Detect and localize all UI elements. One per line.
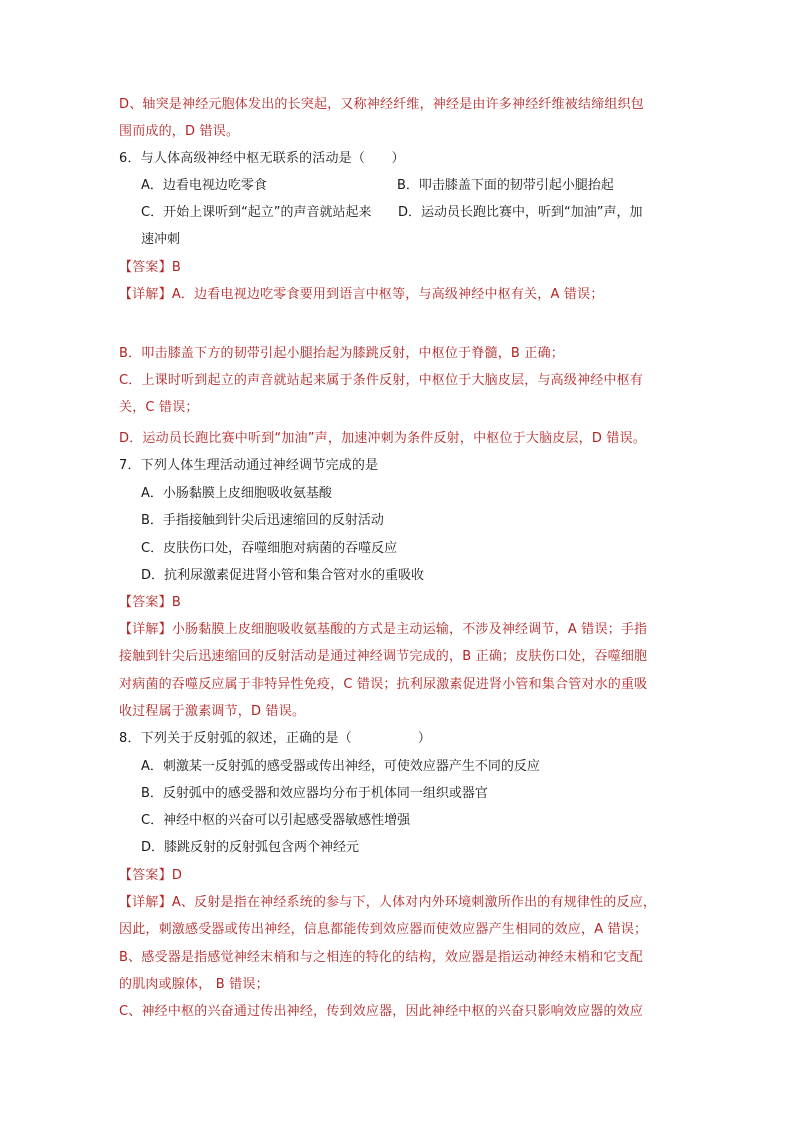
- question-7-stem: 7．下列人体生理活动通过神经调节完成的是: [119, 458, 379, 473]
- detail-label: 【详解】: [119, 287, 172, 302]
- answer-value: B: [171, 595, 181, 610]
- answer-value: B: [171, 260, 181, 275]
- question-6-option-d: D．运动员长跑比赛中，听到“加油”声，加: [398, 205, 643, 220]
- question-6-answer: [119, 259, 181, 277]
- question-7-detail-1: [119, 621, 647, 639]
- question-8-option-d: D．膝跳反射的反射弧包含两个神经元: [141, 840, 360, 855]
- answer-value: D: [171, 868, 183, 883]
- question-6-option-d-cont: 速冲刺: [141, 232, 181, 247]
- detail-label: 【详解】: [119, 895, 172, 910]
- answer-label: 【答案】: [119, 260, 172, 275]
- question-6-detail-b: B．叩击膝盖下方的韧带引起小腿抬起为膝跳反射，中枢位于脊髓，B 正确；: [119, 346, 564, 361]
- question-8-option-c: C．神经中枢的兴奋可以引起感受器敏感性增强: [141, 813, 411, 828]
- question-7-option-c: C．皮肤伤口处，吞噬细胞对病菌的吞噬反应: [141, 541, 398, 556]
- question-7-option-b: B．手指接触到针尖后迅速缩回的反射活动: [141, 513, 384, 528]
- question-8-option-a: A．刺激某一反射弧的感受器或传出神经，可使效应器产生不同的反应: [141, 759, 540, 774]
- question-6-option-a: A．边看电视边吃零食: [141, 178, 267, 193]
- question-8-detail-4: 的肌肉或腺体， B 错误；: [119, 977, 269, 992]
- detail-text: 小肠黏膜上皮细胞吸收氨基酸的方式是主动运输，不涉及神经调节，A 错误；手指: [171, 622, 648, 637]
- question-8-stem: 8．下列关于反射弧的叙述，正确的是（ ）: [119, 731, 432, 746]
- question-6-detail-c: C．上课时听到起立的声音就站起来属于条件反射，中枢位于大脑皮层，与高级神经中枢有: [119, 373, 644, 388]
- question-7-option-a: A．小肠黏膜上皮细胞吸收氨基酸: [141, 486, 332, 501]
- detail-text: A．边看电视边吃零食要用到语言中枢等，与高级神经中枢有关，A 错误；: [171, 287, 604, 302]
- question-7-option-d: D．抗利尿激素促进肾小管和集合管对水的重吸收: [141, 568, 425, 583]
- prev-explain-line-1: D、轴突是神经元胞体发出的长突起，又称神经纤维，神经是由许多神经纤维被结缔组织包: [119, 97, 645, 112]
- question-6-detail-d: D．运动员长跑比赛中听到“加油”声，加速冲刺为条件反射，中枢位于大脑皮层，D 错误。: [119, 431, 647, 446]
- question-8-answer: [119, 867, 182, 885]
- question-7-answer: [119, 594, 181, 612]
- question-7-detail-4: 收过程属于激素调节，D 错误。: [119, 704, 306, 719]
- question-8-detail-2: 因此，刺激感受器或传出神经，信息都能传到效应器而使效应器产生相同的效应，A 错误；: [119, 922, 648, 937]
- prev-explain-line-2: 围而成的，D 错误。: [119, 124, 240, 139]
- question-7-detail-2: 接触到针尖后迅速缩回的反射活动是通过神经调节完成的，B 正确；皮肤伤口处，吞噬细胞: [119, 649, 648, 664]
- detail-label: 【详解】: [119, 622, 172, 637]
- question-6-option-b: B．叩击膝盖下面的韧带引起小腿抬起: [397, 178, 614, 193]
- question-6-detail-a: [119, 286, 604, 304]
- question-8-detail-3: B、感受器是指感觉神经末梢和与之相连的特化的结构，效应器是指运动神经末梢和它支配: [119, 950, 643, 965]
- answer-label: 【答案】: [119, 868, 172, 883]
- question-6-option-c: C．开始上课听到“起立”的声音就站起来: [141, 205, 372, 220]
- question-6-detail-c-cont: 关，C 错误；: [119, 400, 199, 415]
- question-6-stem: 6．与人体高级神经中枢无联系的活动是（ ）: [119, 151, 405, 166]
- question-8-detail-1: [119, 894, 656, 912]
- question-8-detail-5: C、神经中枢的兴奋通过传出神经，传到效应器，因此神经中枢的兴奋只影响效应器的效应: [119, 1004, 644, 1019]
- answer-label: 【答案】: [119, 595, 172, 610]
- detail-text: A、反射是指在神经系统的参与下，人体对内外环境刺激所作出的有规律性的反应，: [171, 895, 657, 910]
- question-8-option-b: B．反射弧中的感受器和效应器均分布于机体同一组织或器官: [141, 786, 488, 801]
- question-7-detail-3: 对病菌的吞噬反应属于非特异性免疫，C 错误；抗利尿激素促进肾小管和集合管对水的重吸: [119, 677, 648, 692]
